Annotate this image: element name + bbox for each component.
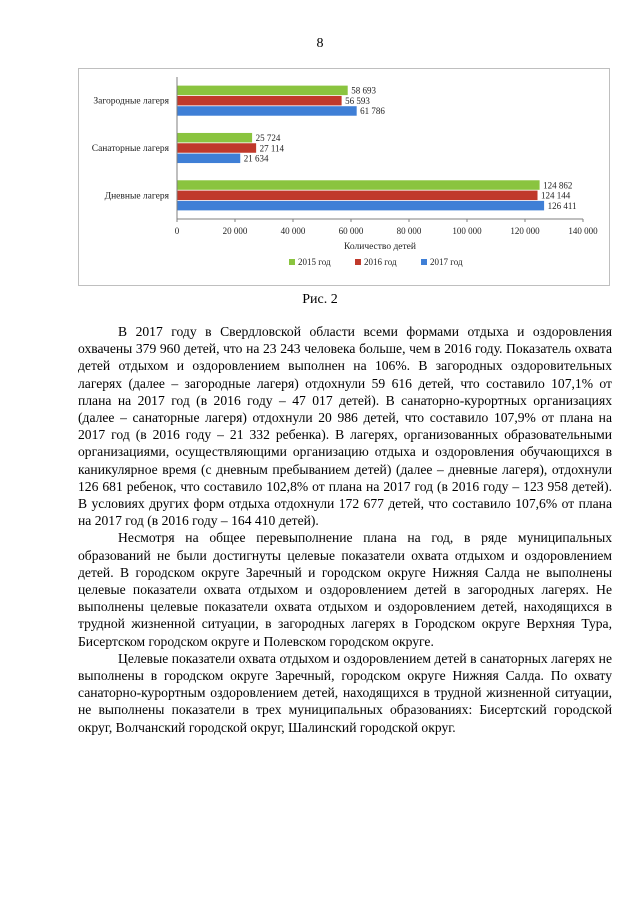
legend-label: 2015 год [298, 257, 331, 267]
bar [178, 180, 540, 190]
legend-swatch [289, 259, 295, 265]
figure-caption: Рис. 2 [302, 292, 338, 307]
chart-svg [79, 69, 611, 287]
x-tick-label: 60 000 [338, 226, 364, 236]
x-tick-label: 80 000 [396, 226, 422, 236]
x-tick-label: 140 000 [568, 226, 598, 236]
body-text [78, 323, 612, 736]
data-label: 25 724 [255, 132, 281, 143]
paragraph-2: Несмотря на общее перевыполнение плана на год, в ряде муниципальных образований не были достигнуты целевые показатели охвата отдыхом и оздоровлением детей. В городском округе Заречный и городском округе Нижняя Салда не выполнены целевые показатели охвата отдыхом и оздоровлением детей в загородных лагерях. Не выполнены целевые показатели охвата отдыхом и оздоровлением детей, находящихся в трудной жизненной ситуации, в загородных лагерях в Городском округе Верхняя Тура, Бисертском городском округе и Полевском городском округе. [78, 530, 612, 649]
x-tick-label: 100 000 [452, 226, 482, 236]
bar [178, 96, 342, 106]
bar [178, 201, 545, 211]
category-label: Санаторные лагеря [91, 144, 169, 154]
bar-chart [78, 68, 610, 286]
x-tick-label: 120 000 [510, 226, 540, 236]
data-label: 21 634 [243, 153, 269, 164]
data-label: 61 786 [360, 106, 385, 117]
legend-swatch [421, 259, 427, 265]
data-label: 124 862 [543, 180, 573, 191]
x-tick-label: 20 000 [222, 226, 248, 236]
bar [178, 191, 538, 201]
x-axis-label: Количество детей [344, 242, 416, 252]
bar [178, 133, 253, 143]
legend-swatch [355, 259, 361, 265]
data-label: 124 144 [541, 190, 571, 201]
bar [178, 143, 257, 153]
page-number: 8 [316, 36, 324, 51]
data-label: 58 693 [351, 85, 376, 96]
paragraph-3: Целевые показатели охвата отдыхом и оздоровлением детей в санаторных лагерях не выполнены в городском округе Заречный, городском округе Нижняя Салда. По охвату санаторно-курортным оздоровлением детей, находящихся в трудной жизненной ситуации, не выполнены показатели в трех муниципальных образованиях: Бисертский городской округ, Волчанский городской округ, Шалинский городской округ. [78, 650, 612, 735]
category-label: Загородные лагеря [93, 96, 169, 107]
data-label: 56 593 [345, 95, 370, 106]
x-tick-label: 40 000 [280, 226, 306, 236]
data-label: 126 411 [547, 200, 577, 211]
bar [178, 106, 357, 116]
bar [178, 86, 348, 96]
legend-label: 2017 год [430, 257, 463, 267]
x-tick-label: 0 [174, 226, 180, 236]
data-label: 27 114 [259, 143, 285, 154]
bar [178, 154, 241, 164]
paragraph-1: В 2017 году в Свердловской области всеми формами отдыха и оздоровления охвачены 379 960 детей, что на 23 243 человека больше, чем в 2016 году. Показатель охвата детей отдыхом и оздоровлением выполнен на 106%. В загородных оздоровительных лагерях (далее – загородные лагеря) отдохнули 59 616 детей, что составило 107,1% от плана на 2017 год (в 2016 году – 47 017 детей). В санаторно-курортных организациях (далее – санаторные лагеря) отдохнули 20 986 детей, что составило 107,9% от плана на 2017 год (в 2016 году – 21 332 ребенка). В лагерях, организованных образовательными организациями, осуществляющими организацию отдыха и оздоровления обучающихся в каникулярное время (с дневным пребыванием детей) (далее – дневные лагеря), отдохнули 126 681 ребенок, что составило 102,8% от плана на 2017 год (в 2016 году – 123 958 детей). В условиях других форм отдыха отдохнули 172 677 детей, что составило 107,6% от плана на 2017 год (в 2016 году – 164 410 детей). [78, 324, 612, 529]
legend-label: 2016 год [364, 257, 397, 267]
category-label: Дневные лагеря [104, 191, 169, 202]
